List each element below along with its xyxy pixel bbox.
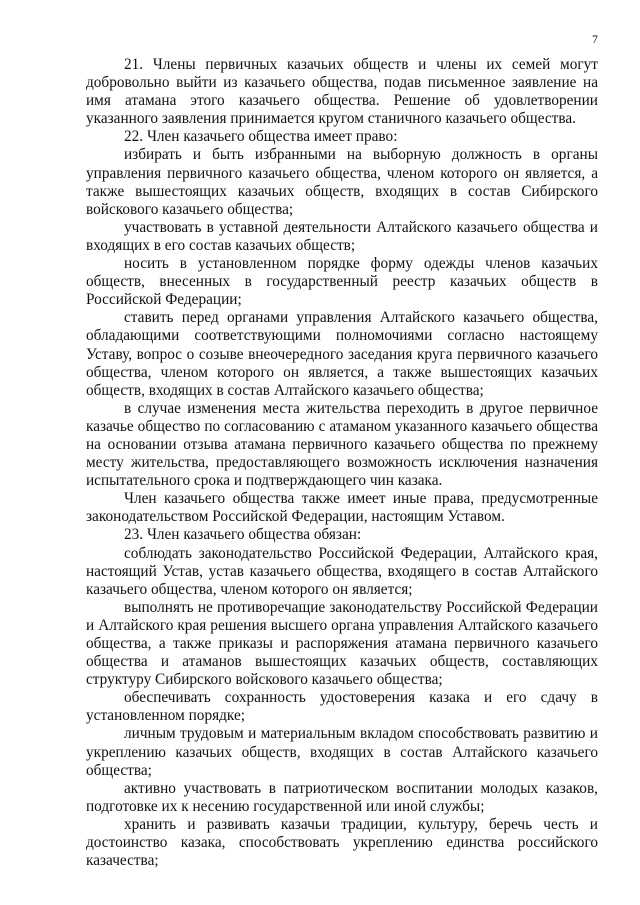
page-number: 7 <box>592 32 598 46</box>
duty-item: хранить и развивать казачьи традиции, культуру, беречь честь и достоинство казака, способствовать укреплению единства российского казачества; <box>86 815 598 870</box>
document-body <box>86 56 598 870</box>
paragraph-22-heading: 22. Член казачьего общества имеет право: <box>124 128 398 146</box>
right-item: в случае изменения места жительства переходить в другое первичное казачье общество по согласованию с атаманом указанного казачьего общества на основании отзыва атамана первичного казачьего общества по прежнему месту жительства, предоставляющего возможность исключения назначения испытательного срока и подтверждающего чин казака. <box>86 399 598 490</box>
duty-item: обеспечивать сохранность удостоверения казака и его сдачу в установленном порядке; <box>86 689 598 725</box>
right-item: носить в установленном порядке форму одежды членов казачьих обществ, внесенных в государственный реестр казачьих обществ в Российской Федерации; <box>86 255 598 309</box>
paragraph-21: 21. Члены первичных казачьих обществ и члены их семей могут добровольно выйти из казачьего общества, подав письменное заявление на имя атамана этого казачьего общества. Решение об удовлетворении указанного заявления принимается кругом станичного казачьего общества. <box>86 56 598 128</box>
paragraph-23-heading: 23. Член казачьего общества обязан: <box>124 526 362 544</box>
right-item: участвовать в уставной деятельности Алтайского казачьего общества и входящих в его состав казачьих обществ; <box>86 218 598 254</box>
duty-item: выполнять не противоречащие законодательству Российской Федерации и Алтайского края решения высшего органа управления Алтайского казачьего общества, а также приказы и распоряжения атамана первичного казачьего общества и атаманов вышестоящих казачьих обществ, составляющих структуру Сибирского войскового казачьего общества; <box>86 598 598 689</box>
right-item: ставить перед органами управления Алтайского казачьего общества, обладающими соответствующими полномочиями согласно настоящему Уставу, вопрос о созыве внеочередного заседания круга первичного казачьего общества, членом которого он является, а также вышестоящих казачьих обществ, входящих в состав Алтайского казачьего общества; <box>86 309 598 399</box>
duty-item: активно участвовать в патриотическом воспитании молодых казаков, подготовке их к несению государственной или иной службы; <box>86 779 598 815</box>
duty-item: личным трудовым и материальным вкладом способствовать развитию и укреплению казачьих обществ, входящих в состав Алтайского казачьего общества; <box>86 725 598 779</box>
right-item: избирать и быть избранными на выборную должность в органы управления первичного казачьего общества, членом которого он является, а также вышестоящих казачьих обществ, входящих в состав Сибирского войскового казачьего общества; <box>86 146 598 218</box>
other-rights-paragraph: Член казачьего общества также имеет иные права, предусмотренные законодательством Российской Федерации, настоящим Уставом. <box>86 490 598 526</box>
duty-item: соблюдать законодательство Российской Федерации, Алтайского края, настоящий Устав, устав казачьего общества, входящего в состав Алтайского казачьего общества, членом которого он является; <box>86 544 598 598</box>
